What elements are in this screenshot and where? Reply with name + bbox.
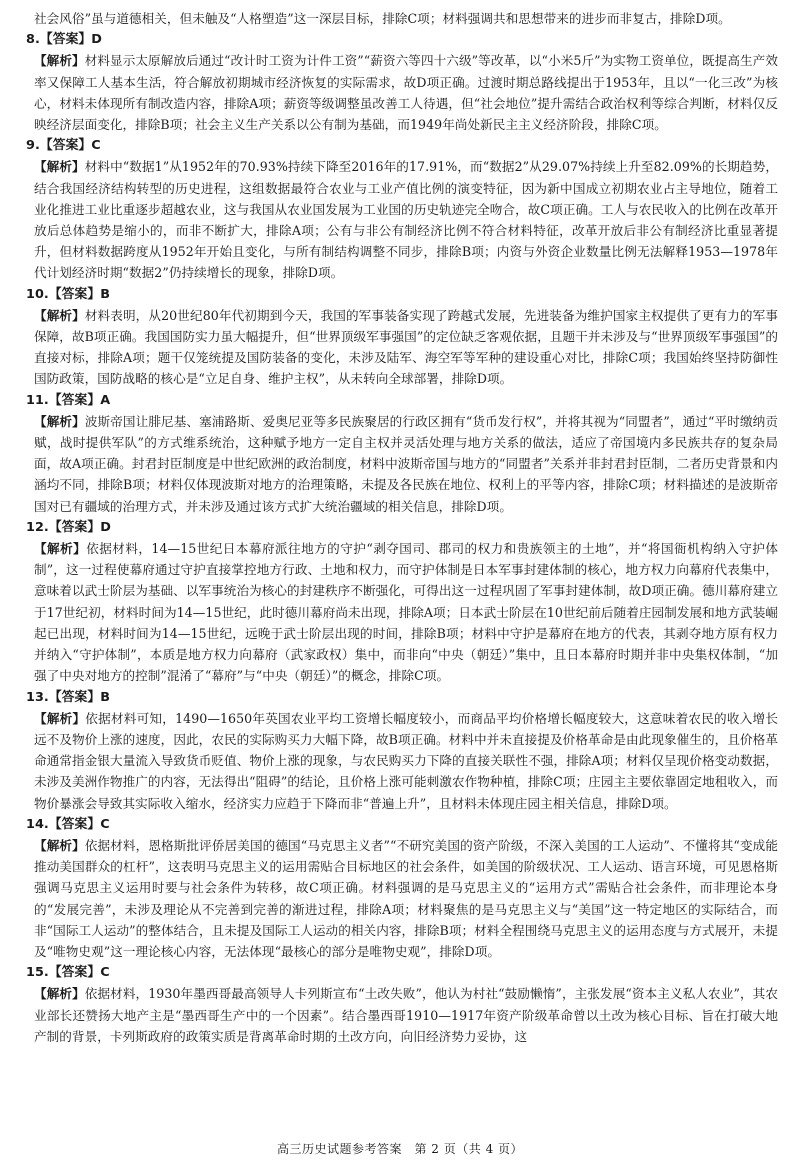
answer-letter: B — [100, 286, 111, 302]
analysis-label: 【解析】 — [34, 159, 85, 175]
analysis-label: 【解析】 — [34, 986, 85, 1002]
answer-label: 【答案】 — [48, 392, 101, 408]
answer-label: 【答案】 — [39, 138, 92, 154]
answer-item — [26, 390, 778, 517]
page-footer: 高三历史试题参考答案 第 2 页（共 4 页） — [276, 1142, 524, 1156]
answer-label: 【答案】 — [48, 816, 101, 832]
answer-letter: D — [91, 32, 102, 48]
answer-line — [26, 390, 778, 411]
answer-item — [26, 135, 778, 283]
answer-line — [26, 29, 778, 50]
analysis-paragraph — [26, 305, 778, 390]
analysis-paragraph — [26, 708, 778, 814]
answer-item — [26, 687, 778, 814]
analysis-paragraph — [26, 538, 778, 686]
answer-line — [26, 517, 778, 538]
question-number: 11. — [26, 392, 49, 408]
answer-item — [26, 962, 778, 1047]
answer-label: 【答案】 — [48, 689, 101, 705]
answer-letter: B — [100, 689, 111, 705]
answer-line — [26, 284, 778, 305]
answer-letter: C — [100, 965, 110, 981]
analysis-text: 依据材料，1930年墨西哥最高领导人卡列斯宣布“土改失败”，他认为村社“鼓励懒惰”，主张发展“资本主义私人农业”，其农业部长还赞扬大地产主是“墨西哥生产中的一个因素”。结合墨西哥1910—1917年资产阶级革命曾以土改为核心目标、旨在打破大地产制的背景，卡列斯政府的政策实质是背离革命时期的土改方向，向旧经济势力妥协，这 — [34, 986, 778, 1044]
answer-line — [26, 687, 778, 708]
question-number: 12. — [26, 519, 49, 535]
analysis-paragraph — [26, 156, 778, 283]
answer-item — [26, 29, 778, 135]
analysis-label: 【解析】 — [34, 307, 85, 323]
answer-item — [26, 517, 778, 687]
answer-line — [26, 962, 778, 983]
answer-item — [26, 284, 778, 390]
answer-letter: C — [100, 816, 110, 832]
answer-line — [26, 135, 778, 156]
analysis-label: 【解析】 — [34, 710, 86, 726]
analysis-text: 材料显示太原解放后通过“改计时工资为计件工资”“薪资六等四十六级”等改革，以“小米5斤”为实物工资单位，既提高生产效率又保障工人基本生活，符合解放初期城市经济恢复的实际需求，故D项正确。过渡时期总路线提出于1953年，且以“一化三改”为核心，材料未体现所有制改造内容，排除A项；薪资等级调整虽改善工人待遇，但“社会地位”提升需结合政治权利等综合判断，材料仅反映经济层面变化，排除B项；社会主义生产关系以公有制为基础，而1949年尚处新民主主义经济阶段，排除C项。 — [34, 53, 778, 133]
analysis-text: 材料表明，从20世纪80年代初期到今天，我国的军事装备实现了跨越式发展，先进装备为维护国家主权提供了更有力的军事保障，故B项正确。我国国防实力虽大幅提升，但“世界顶级军事强国”的定位缺乏客观依据，且题干并未涉及与“世界顶级军事强国”的直接对标，排除A项；题干仅笼统提及国防装备的变化，未涉及陆军、海空军等军种的建设重心对比，排除C项；我国始终坚持防御性国防政策，国防战略的核心是“立足自身、维护主权”，从未转向全球部署，排除D项。 — [34, 307, 778, 387]
answer-label: 【答案】 — [48, 286, 101, 302]
question-number: 8. — [26, 32, 40, 48]
analysis-text: 材料中“数据1”从1952年的70.93%持续下降至2016年的17.91%，而“数据2”从29.07%持续上升至82.09%的长期趋势，结合我国经济结构转型的历史进程，这组数据最符合农业与工业产值比例的演变特征，因为新中国成立初期农业占主导地位，随着工业化推进工业比重逐步超越农业，这与我国从农业国发展为工业国的历史轨迹完全吻合，故C项正确。工人与农民收入的比例在改革开放后总体趋势是缩小的，而非不断扩大，排除A项；公有与非公有制经济比例不符合材料特征，改革开放后非公有制经济比重显著提升，但材料数据跨度从1952年开始且变化，与所有制结构调整不同步，排除B项；内资与外资企业数量比例无法解释1953—1978年代计划经济时期“数据2”仍持续增长的现象，排除D项。 — [34, 159, 778, 281]
analysis-label: 【解析】 — [34, 413, 85, 429]
answer-letter: A — [100, 392, 111, 408]
question-number: 9. — [26, 138, 40, 154]
answer-label: 【答案】 — [39, 32, 92, 48]
analysis-label: 【解析】 — [34, 541, 87, 557]
question-number: 15. — [26, 965, 49, 981]
answer-key-page — [26, 8, 778, 1047]
answer-line — [26, 814, 778, 835]
analysis-text: 依据材料，恩格斯批评侨居美国的德国“马克思主义者”“不研究美国的资产阶级，不深入美国的工人运动”、不懂将其“变成能推动美国群众的杠杆”，这表明马克思主义的运用需贴合目标地区的社会条件，如美国的阶级状况、工人运动、语言环境，可见恩格斯强调马克思主义运用时要与社会条件为转移，故C项正确。材料强调的是马克思主义的“运用方式”需贴合社会条件，而非理论本身的“发展完善”，未涉及理论从不完善到完善的渐进过程，排除A项；材料聚焦的是马克思主义与“美国”这一特定地区的实际结合，而非“国际工人运动”的整体结合，且未提及国际工人运动的相关内容，排除B项；材料全程围绕马克思主义的运用态度与方式展开，未提及“唯物史观”这一理论核心内容，无法体现“最核心的部分是唯物史观”，排除D项。 — [34, 837, 778, 959]
analysis-label: 【解析】 — [34, 53, 85, 69]
analysis-paragraph — [26, 983, 778, 1047]
analysis-paragraph — [26, 50, 778, 135]
analysis-text: 波斯帝国让腓尼基、塞浦路斯、爱奥尼亚等多民族聚居的行政区拥有“货币发行权”，并将其视为“同盟者”，通过“平时缴纳贡赋，战时提供军队”的方式维系统治，这种赋予地方一定自主权并灵活处理与地方关系的做法，适应了帝国境内多民族共存的复杂局面，故A项正确。封君封臣制度是中世纪欧洲的政治制度，材料中波斯帝国与地方的“同盟者”关系并非封君封臣制，二者历史背景和内涵均不同，排除B项；材料仅体现波斯对地方的治理策略，未提及各民族在地位、权利上的平等内容，排除C项；材料描述的是波斯帝国对已有疆域的治理方式，并未涉及通过该方式扩大统治疆域的相关信息，排除D项。 — [34, 413, 778, 514]
answer-label: 【答案】 — [48, 965, 101, 981]
analysis-text: 依据材料，14—15世纪日本幕府派往地方的守护“剥夺国司、郡司的权力和贵族领主的土地”，并“将国衙机构纳入守护体制”，这一过程使幕府通过守护直接掌控地方行政、土地和权力，而守护体制是日本军事封建体制的核心，地方权力向幕府代表集中，意味着以武士阶层为基础、以军事统治为核心的封建秩序不断强化，可得出这一过程巩固了军事封建体制，故D项正确。德川幕府建立于17世纪初，材料时间为14—15世纪，此时德川幕府尚未出现，排除A项；日本武士阶层在10世纪前后随着庄园制发展和地方武装崛起已出现，材料时间为14—15世纪，远晚于武士阶层出现的时间，排除B项；材料中守护是幕府在地方的代表，其剥夺地方原有权力并纳入“守护体制”，本质是地方权力向幕府（武家政权）集中，而非向“中央（朝廷）”集中，且日本幕府时期并非中央集权体制，“加强了中央对地方的控制”混淆了“幕府”与“中央（朝廷）”的概念，排除C项。 — [34, 541, 778, 684]
analysis-paragraph — [26, 411, 778, 517]
question-number: 14. — [26, 816, 49, 832]
question-number: 10. — [26, 286, 49, 302]
analysis-paragraph — [26, 835, 778, 962]
analysis-text: 依据材料可知，1490—1650年英国农业平均工资增长幅度较小，而商品平均价格增长幅度较大，这意味着农民的收入增长远不及物价上涨的速度，因此，农民的实际购买力大幅下降，故B项正确。材料中并未直接提及价格革命是由此现象催生的，且价格革命通常指金银大量流入导致货币贬值、物价上涨的现象，与农民购买力下降的直接关联性不强，排除A项；材料仅呈现价格变动数据，未涉及美洲作物推广的内容，无法得出“阻碍”的结论，且价格上涨可能刺激农作物种植，排除C项；庄园主主要依靠固定地租收入，而物价暴涨会导致其实际收入缩水，经济实力应趋于下降而非“普遍上升”，且材料未体现庄园主相关信息，排除D项。 — [34, 710, 778, 811]
answer-letter: C — [91, 138, 101, 154]
question-number: 13. — [26, 689, 49, 705]
answer-item — [26, 814, 778, 962]
analysis-label: 【解析】 — [34, 837, 85, 853]
answer-label: 【答案】 — [48, 519, 101, 535]
answer-items — [26, 29, 778, 1047]
answer-letter: D — [100, 519, 111, 535]
intro-paragraph: 社会风俗”虽与道德相关，但未触及“人格塑造”这一深层目标，排除C项；材料强调共和思想带来的进步而非复古，排除D项。 — [34, 11, 731, 26]
